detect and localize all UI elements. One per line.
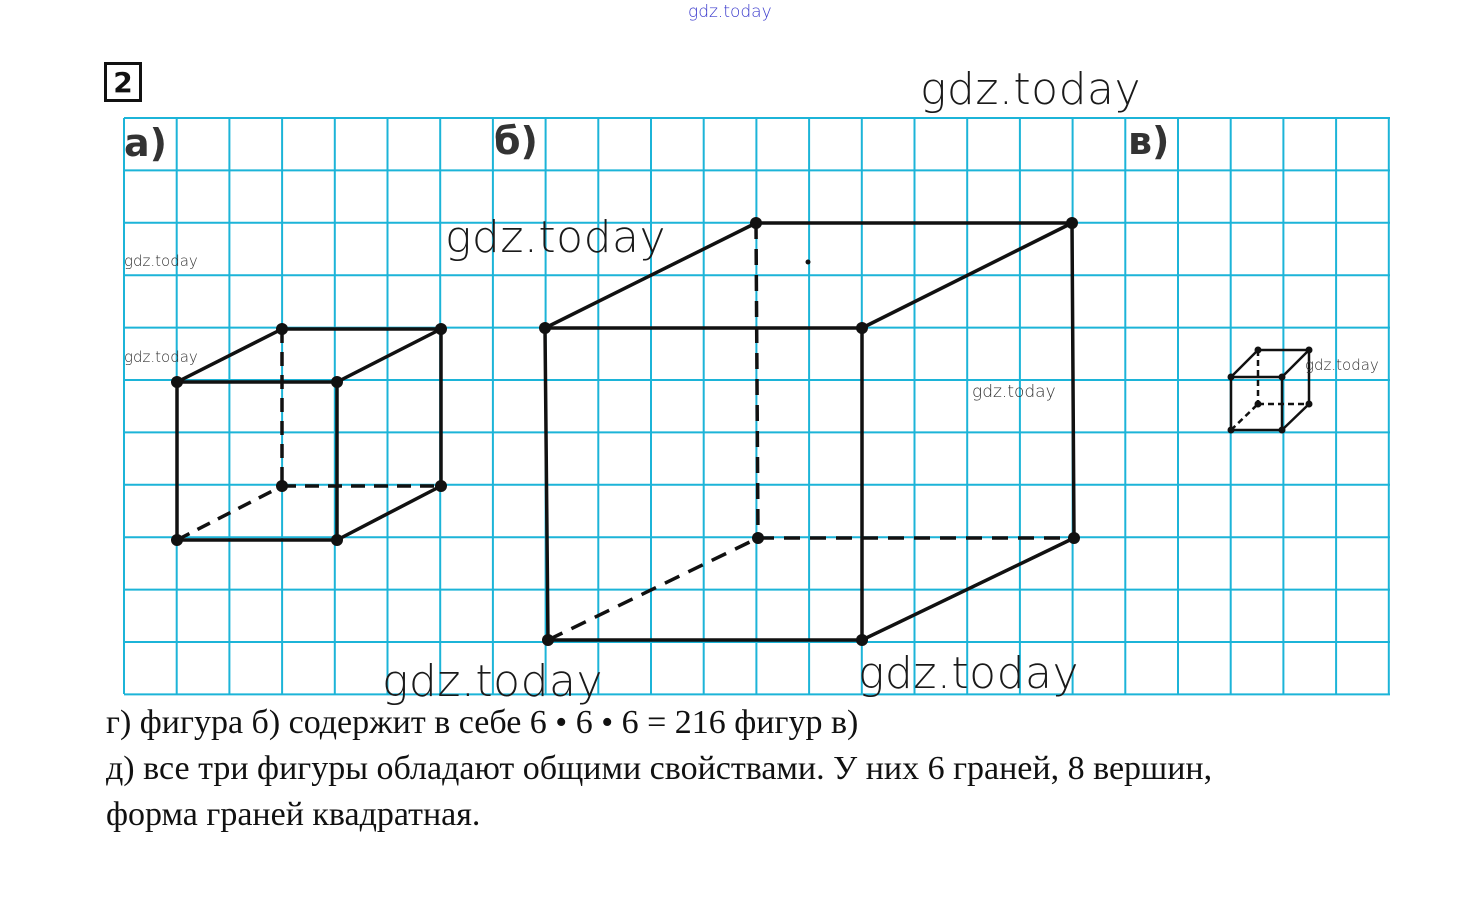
task-number: 2 (104, 62, 142, 102)
answer-d-line1: д) все три фигуры обладают общими свойствами. У них 6 граней, 8 вершин, (106, 750, 1213, 787)
answer-g: г) фигура б) содержит в себе 6 • 6 • 6 = 216 фигур в) (106, 704, 859, 741)
watermark-large-bottom-left: gdz.today (382, 656, 604, 707)
answer-d-line2: форма граней квадратная. (106, 796, 481, 833)
watermark-large-top: gdz.today (920, 64, 1142, 115)
answers-block (106, 700, 1406, 838)
watermark-large-b: gdz.today (445, 212, 667, 263)
watermark-small-b: gdz.today (972, 382, 1056, 402)
watermark-small-a2: gdz.today (124, 348, 198, 366)
watermark-top: gdz.today (688, 2, 772, 22)
watermark-small-a1: gdz.today (124, 252, 198, 270)
watermark-large-bottom-right: gdz.today (858, 648, 1080, 699)
figure-v-label: в) (1128, 119, 1170, 163)
cube-v (1228, 347, 1313, 434)
figure-b-label: б) (494, 119, 538, 163)
watermark-small-v: gdz.today (1305, 356, 1379, 374)
cube-a (171, 323, 447, 546)
figure-a-label: а) (124, 121, 168, 165)
